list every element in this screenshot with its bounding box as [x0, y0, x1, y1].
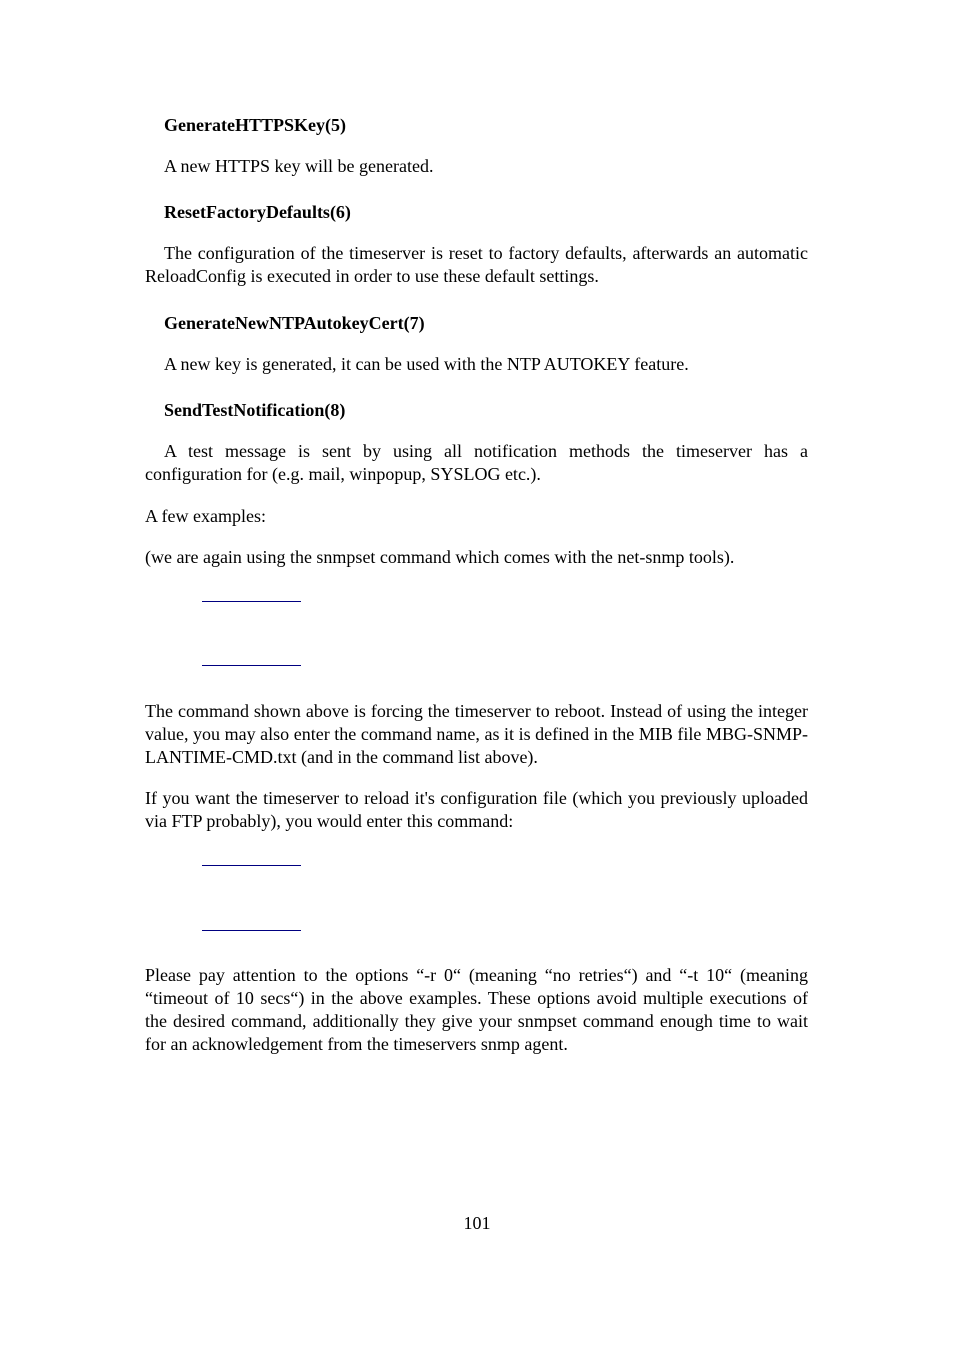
- examples-intro: A few examples:: [145, 506, 266, 526]
- paragraph-reboot: The command shown above is forcing the timeserver to reboot. Instead of using the integer value, you may also enter the command name, as it is defined in the MIB file MBG-SNMP-LANTIME-CMD.txt (and in the command list above).: [145, 701, 808, 767]
- link-underline-3[interactable]: [202, 865, 301, 866]
- paragraph-reload: If you want the timeserver to reload it's configuration file (which you previously uploaded via FTP probably), you would enter this command:: [145, 788, 808, 831]
- heading-reset-factory-defaults: ResetFactoryDefaults(6): [164, 202, 351, 222]
- heading-generate-ntp-autokey-cert: GenerateNewNTPAutokeyCert(7): [164, 313, 425, 333]
- link-underline-2[interactable]: [202, 665, 301, 666]
- link-underline-1[interactable]: [202, 601, 301, 602]
- heading-send-test-notification: SendTestNotification(8): [164, 400, 346, 420]
- paragraph-options: Please pay attention to the options “-r 0“ (meaning “no retries“) and “-t 10“ (meaning “timeout of 10 secs“) in the above examples. These options avoid multiple executions of the desired command, additionally they give your snmpset command enough time to wait for an acknowledgement from the timeservers snmp agent.: [145, 965, 808, 1054]
- text-generate-ntp-autokey-cert: A new key is generated, it can be used with the NTP AUTOKEY feature.: [164, 354, 689, 374]
- text-send-test-notification: A test message is sent by using all notification methods the timeserver has a configuration for (e.g. mail, winpopup, SYSLOG etc.).: [145, 441, 808, 484]
- examples-note: (we are again using the snmpset command which comes with the net-snmp tools).: [145, 547, 735, 567]
- heading-generate-https-key: GenerateHTTPSKey(5): [164, 115, 346, 135]
- text-reset-factory-defaults: The configuration of the timeserver is reset to factory defaults, afterwards an automatic ReloadConfig is executed in order to use these default settings.: [145, 243, 808, 286]
- page-number: 101: [463, 1213, 491, 1233]
- link-underline-4[interactable]: [202, 930, 301, 931]
- text-generate-https-key: A new HTTPS key will be generated.: [164, 156, 434, 176]
